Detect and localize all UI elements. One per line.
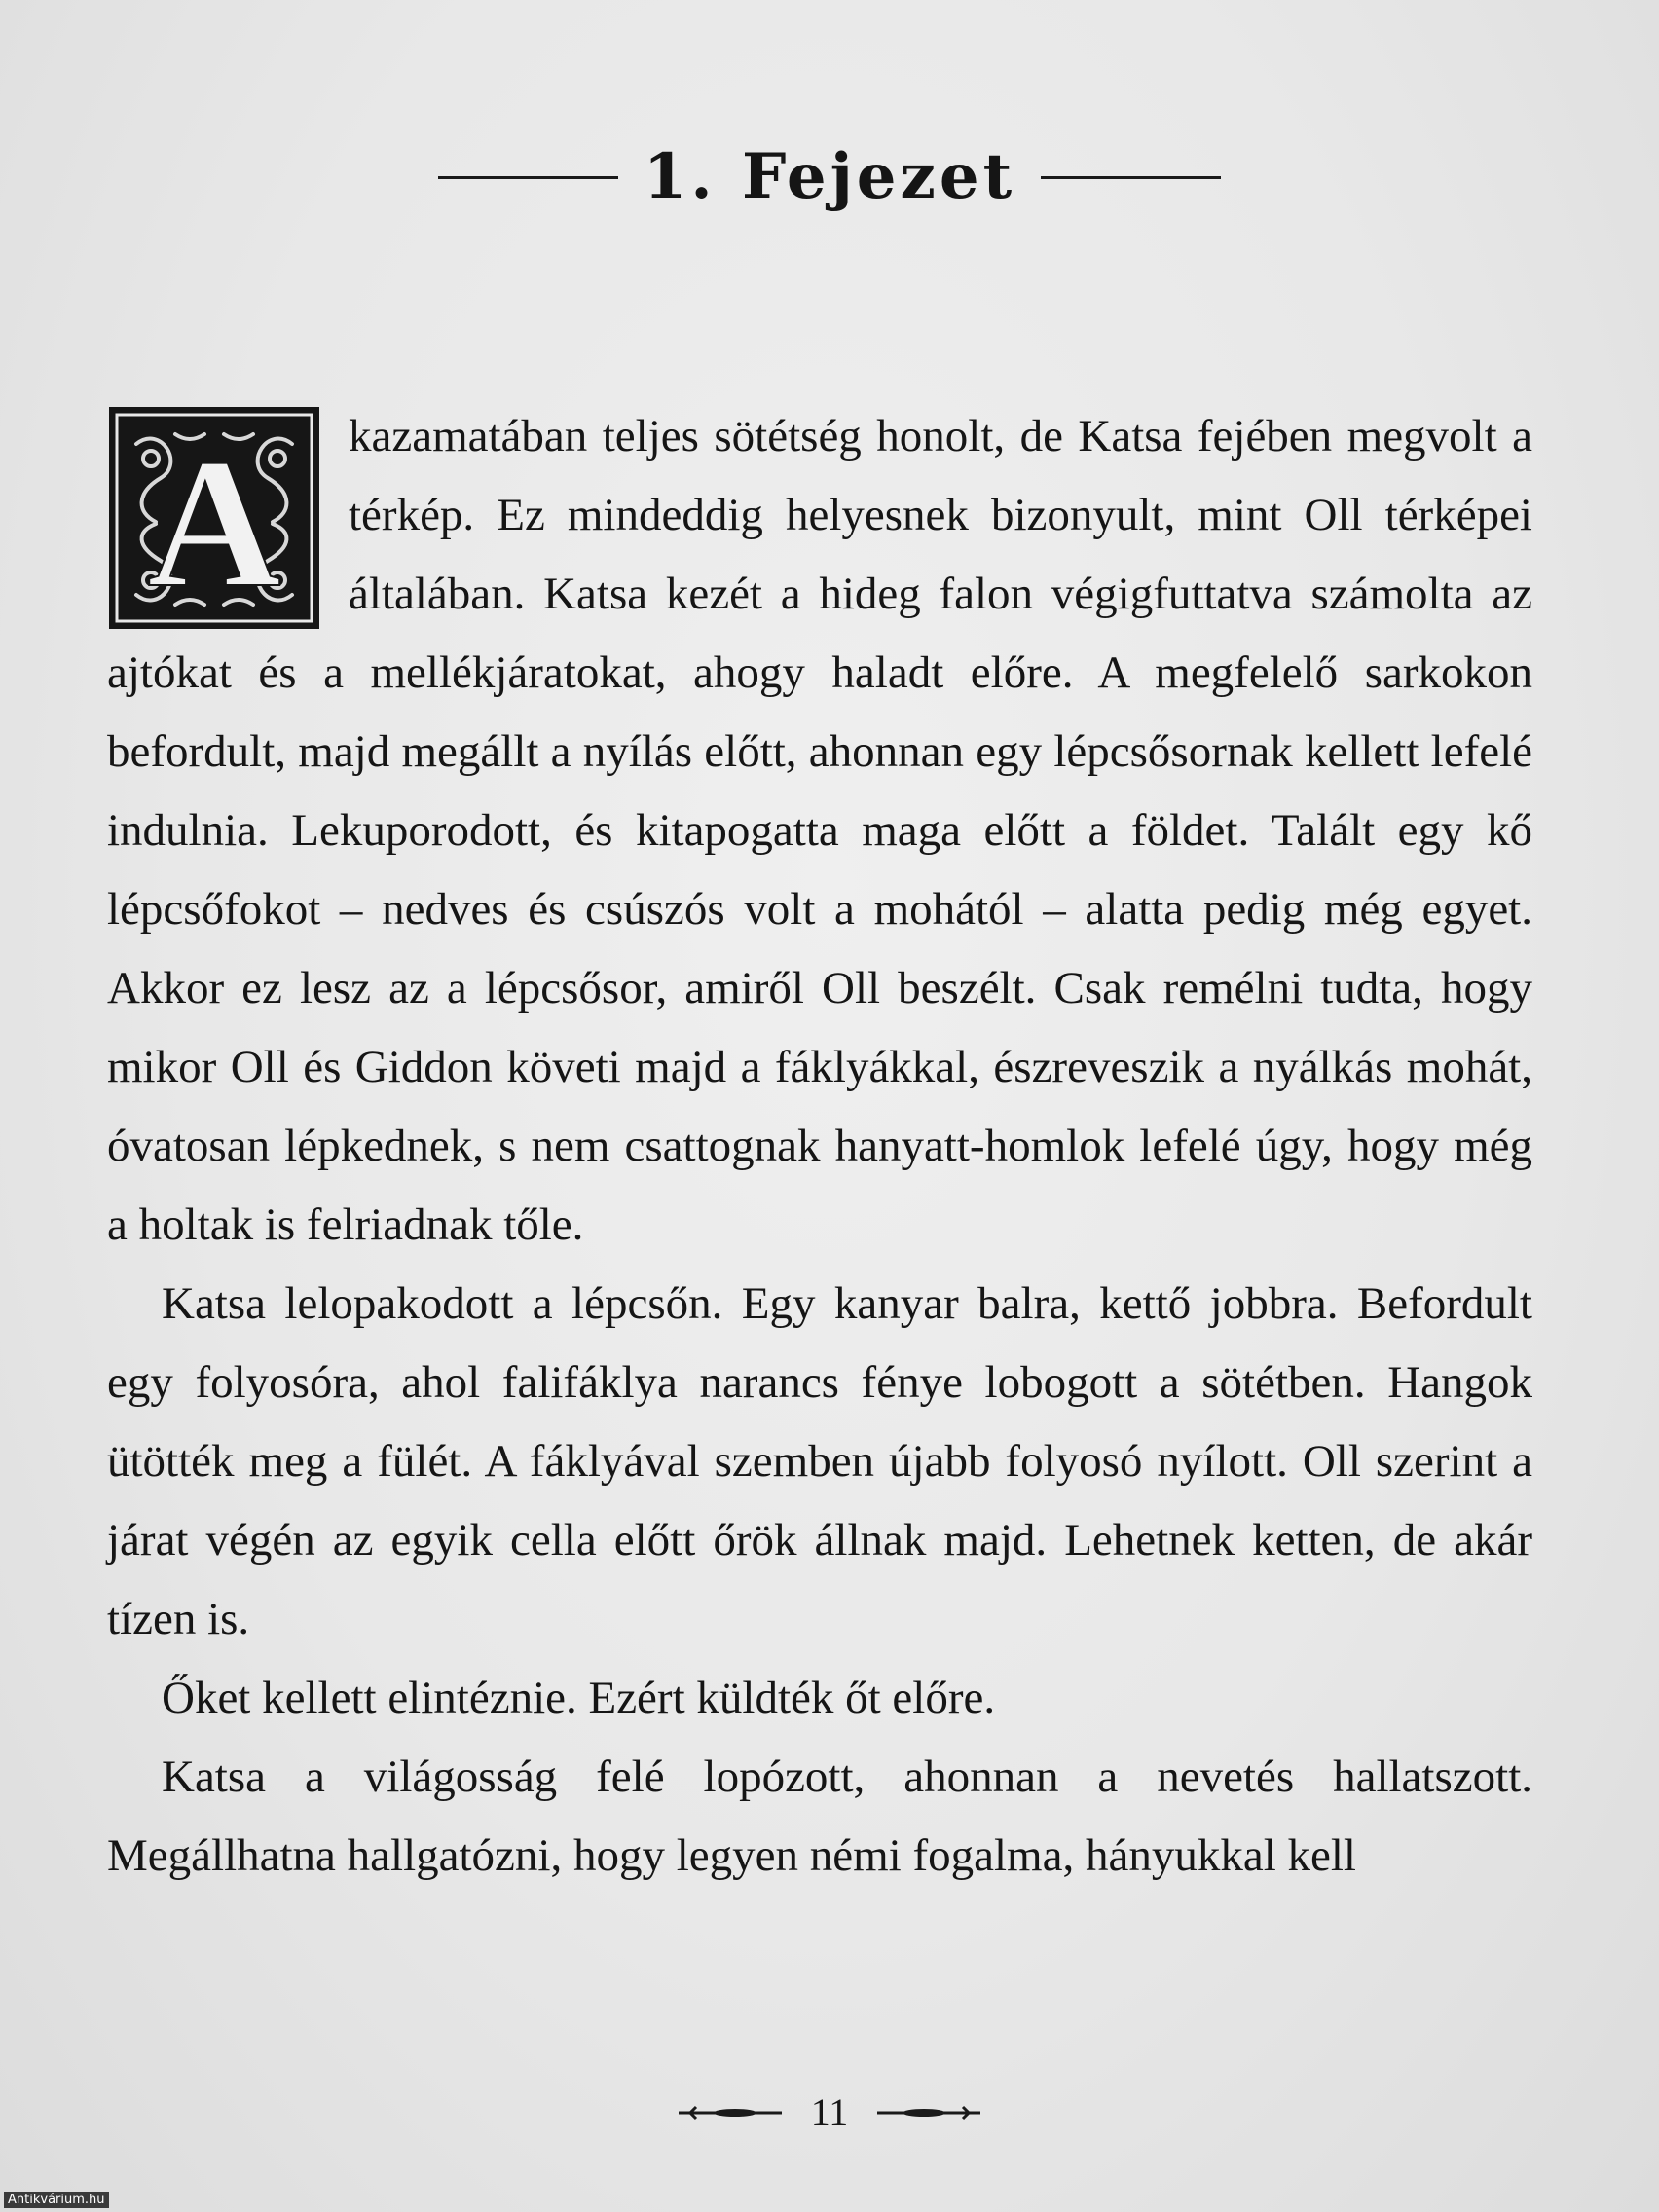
- right-ornament-icon: [875, 2103, 982, 2122]
- chapter-title: 1. Fejezet: [643, 140, 1016, 213]
- paragraph-4: Katsa a világosság felé lopózott, ahonnan a nevetés hallatszott. Megállhatna hallgatózni, hogy legyen némi fogalma, hányukkal kell: [107, 1751, 1532, 1881]
- paragraph-3: Őket kellett elintéznie. Ezért küldték őt előre.: [162, 1673, 996, 1723]
- source-watermark: Antikvárium.hu: [4, 2192, 109, 2208]
- paragraph-1: kazamatában teljes sötétség honolt, de Katsa fejében megvolt a térkép. Ez mindeddig helyesnek bizonyult, mint Oll térképei általában. Katsa kezét a hideg falon végigfuttatva számolta az ajtókat és a mellékjáratokat, ahogy haladt előre. A megfelelő sarkokon befordult, majd megállt a nyílás előtt, ahonnan egy lépcsősornak kellett lefelé indulnia. Lekuporodott, és kitapogatta maga előtt a földet. Talált egy kő lépcsőfokot – nedves és csúszós volt a mohától – alatta pedig még egyet. Akkor ez lesz az a lépcsősor, amiről Oll beszélt. Csak remélni tudta, hogy mikor Oll és Giddon követi majd a fáklyákkal, észreveszik a nyálkás mohát, óvatosan lépkednek, s nem csattognak hanyatt-homlok lefelé úgy, hogy még a holtak is felriadnak tőle.: [107, 411, 1532, 1250]
- header-rule-right: [1041, 176, 1221, 179]
- page-number: 11: [810, 2090, 849, 2134]
- chapter-header: [0, 140, 1659, 213]
- header-rule-left: [438, 176, 618, 179]
- dropcap-letter: A: [147, 422, 281, 626]
- paragraph-2: Katsa lelopakodott a lépcsőn. Egy kanyar balra, kettő jobbra. Befordult egy folyosóra, ahol falifáklya narancs fénye lobogott a sötétben. Hangok ütötték meg a fülét. A fáklyával szemben újabb folyosó nyílott. Oll szerint a járat végén az egyik cella előtt őrök állnak majd. Lehetnek ketten, de akár tízen is.: [107, 1278, 1532, 1644]
- body-text: [107, 397, 1532, 1896]
- dropcap-ornament: [107, 405, 321, 631]
- page-footer: [0, 2090, 1659, 2134]
- left-ornament-icon: [677, 2103, 784, 2122]
